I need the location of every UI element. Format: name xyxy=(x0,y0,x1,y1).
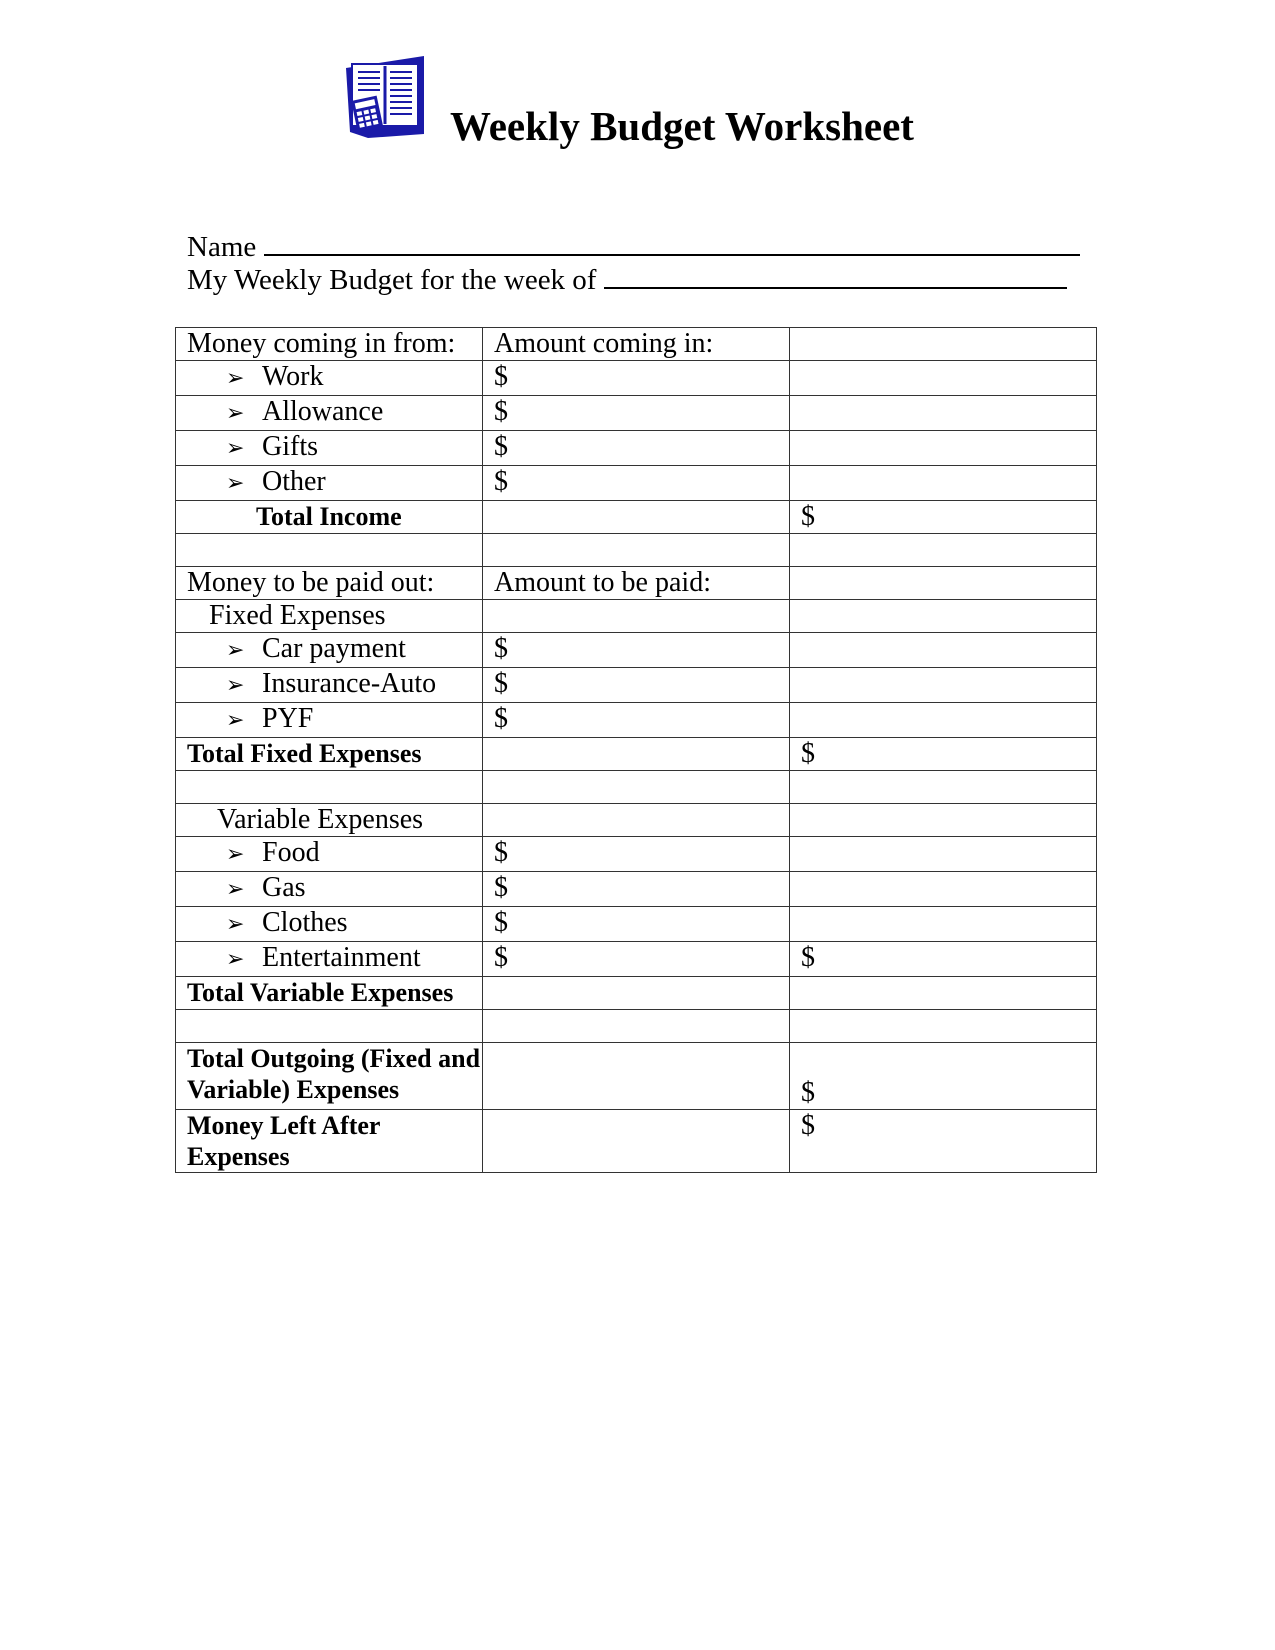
amount-cell[interactable]: $ xyxy=(483,668,790,703)
amount-cell[interactable]: $ xyxy=(483,431,790,466)
total-fixed-expenses-amount[interactable]: $ xyxy=(790,738,1097,771)
money-left-label: Money Left After Expenses xyxy=(176,1110,483,1173)
empty-cell[interactable] xyxy=(483,771,790,804)
fixed-item-car-payment: ➢ Car payment xyxy=(176,633,483,668)
empty-cell[interactable] xyxy=(790,837,1097,872)
variable-expenses-heading: Variable Expenses xyxy=(176,804,483,837)
table-row xyxy=(176,431,1097,466)
arrow-bullet-icon: ➢ xyxy=(226,708,245,733)
empty-cell[interactable] xyxy=(790,872,1097,907)
empty-cell[interactable] xyxy=(790,431,1097,466)
empty-cell[interactable] xyxy=(483,804,790,837)
empty-cell[interactable] xyxy=(176,771,483,804)
table-row xyxy=(176,872,1097,907)
name-blank-line[interactable] xyxy=(264,228,1080,256)
empty-cell[interactable] xyxy=(483,1043,790,1110)
amount-cell[interactable]: $ xyxy=(483,361,790,396)
money-left-amount[interactable]: $ xyxy=(790,1110,1097,1173)
arrow-bullet-icon: ➢ xyxy=(226,877,245,902)
empty-cell[interactable] xyxy=(483,534,790,567)
empty-cell[interactable] xyxy=(483,1010,790,1043)
variable-item-entertainment: ➢ Entertainment xyxy=(176,942,483,977)
income-item-gifts: ➢ Gifts xyxy=(176,431,483,466)
table-row xyxy=(176,1110,1097,1173)
empty-cell[interactable] xyxy=(790,907,1097,942)
table-row xyxy=(176,534,1097,567)
empty-cell[interactable] xyxy=(176,1010,483,1043)
arrow-bullet-icon: ➢ xyxy=(226,401,245,426)
variable-item-food: ➢ Food xyxy=(176,837,483,872)
empty-cell[interactable] xyxy=(790,600,1097,633)
table-row xyxy=(176,738,1097,771)
table-row xyxy=(176,977,1097,1010)
table-row xyxy=(176,668,1097,703)
amount-cell[interactable]: $ xyxy=(483,942,790,977)
name-field xyxy=(187,228,1080,264)
total-outgoing-label: Total Outgoing (Fixed and Variable) Expenses xyxy=(176,1043,483,1110)
expenses-amount-heading: Amount to be paid: xyxy=(483,567,790,600)
empty-cell[interactable] xyxy=(790,361,1097,396)
name-label: Name xyxy=(187,231,257,263)
variable-item-clothes: ➢ Clothes xyxy=(176,907,483,942)
variable-item-gas: ➢ Gas xyxy=(176,872,483,907)
arrow-bullet-icon: ➢ xyxy=(226,947,245,972)
amount-cell[interactable]: $ xyxy=(483,907,790,942)
fixed-expenses-heading: Fixed Expenses xyxy=(176,600,483,633)
amount-cell[interactable]: $ xyxy=(483,872,790,907)
empty-cell[interactable] xyxy=(790,703,1097,738)
table-row xyxy=(176,804,1097,837)
table-row xyxy=(176,466,1097,501)
table-row xyxy=(176,1010,1097,1043)
week-label: My Weekly Budget for the week of xyxy=(187,264,597,296)
total-income-amount[interactable]: $ xyxy=(790,501,1097,534)
arrow-bullet-icon: ➢ xyxy=(226,638,245,663)
arrow-bullet-icon: ➢ xyxy=(226,842,245,867)
empty-cell[interactable] xyxy=(790,534,1097,567)
income-amount-heading: Amount coming in: xyxy=(483,328,790,361)
fixed-item-pyf: ➢ PYF xyxy=(176,703,483,738)
fixed-item-insurance-auto: ➢ Insurance-Auto xyxy=(176,668,483,703)
income-item-allowance: ➢ Allowance xyxy=(176,396,483,431)
table-row xyxy=(176,703,1097,738)
empty-cell[interactable] xyxy=(790,771,1097,804)
table-row xyxy=(176,567,1097,600)
amount-cell[interactable]: $ xyxy=(483,466,790,501)
empty-cell[interactable] xyxy=(790,396,1097,431)
income-item-other: ➢ Other xyxy=(176,466,483,501)
empty-cell[interactable] xyxy=(790,567,1097,600)
table-row xyxy=(176,771,1097,804)
income-heading: Money coming in from: xyxy=(176,328,483,361)
empty-cell[interactable] xyxy=(790,668,1097,703)
empty-cell[interactable] xyxy=(790,633,1097,668)
table-row xyxy=(176,942,1097,977)
empty-cell[interactable] xyxy=(790,977,1097,1010)
table-row xyxy=(176,501,1097,534)
amount-cell[interactable]: $ xyxy=(483,633,790,668)
table-row xyxy=(176,361,1097,396)
empty-cell[interactable] xyxy=(790,1010,1097,1043)
total-outgoing-amount[interactable]: $ xyxy=(790,1043,1097,1110)
total-fixed-expenses-label: Total Fixed Expenses xyxy=(176,738,483,771)
total-variable-expenses-label: Total Variable Expenses xyxy=(176,977,483,1010)
empty-cell[interactable] xyxy=(790,466,1097,501)
page-title: Weekly Budget Worksheet xyxy=(450,103,914,149)
week-blank-line[interactable] xyxy=(604,261,1067,289)
empty-cell[interactable] xyxy=(483,738,790,771)
arrow-bullet-icon: ➢ xyxy=(226,673,245,698)
empty-cell[interactable] xyxy=(483,501,790,534)
amount-cell[interactable]: $ xyxy=(483,703,790,738)
amount-cell[interactable]: $ xyxy=(790,942,1097,977)
empty-cell[interactable] xyxy=(790,328,1097,361)
empty-cell[interactable] xyxy=(483,1110,790,1173)
income-item-work: ➢ Work xyxy=(176,361,483,396)
table-row xyxy=(176,328,1097,361)
table-row xyxy=(176,837,1097,872)
arrow-bullet-icon: ➢ xyxy=(226,366,245,391)
table-row xyxy=(176,633,1097,668)
empty-cell[interactable] xyxy=(483,600,790,633)
arrow-bullet-icon: ➢ xyxy=(226,436,245,461)
table-row xyxy=(176,396,1097,431)
amount-cell[interactable]: $ xyxy=(483,837,790,872)
total-income-label: Total Income xyxy=(176,501,483,534)
table-row xyxy=(176,907,1097,942)
table-row xyxy=(176,1043,1097,1110)
expenses-heading: Money to be paid out: xyxy=(176,567,483,600)
empty-cell[interactable] xyxy=(483,977,790,1010)
empty-cell[interactable] xyxy=(176,534,483,567)
empty-cell[interactable] xyxy=(790,804,1097,837)
amount-cell[interactable]: $ xyxy=(483,396,790,431)
arrow-bullet-icon: ➢ xyxy=(226,912,245,937)
week-field xyxy=(187,261,1067,297)
budget-table xyxy=(175,327,1097,1173)
table-row xyxy=(176,600,1097,633)
arrow-bullet-icon: ➢ xyxy=(226,471,245,496)
notebook-calculator-icon xyxy=(340,54,430,142)
